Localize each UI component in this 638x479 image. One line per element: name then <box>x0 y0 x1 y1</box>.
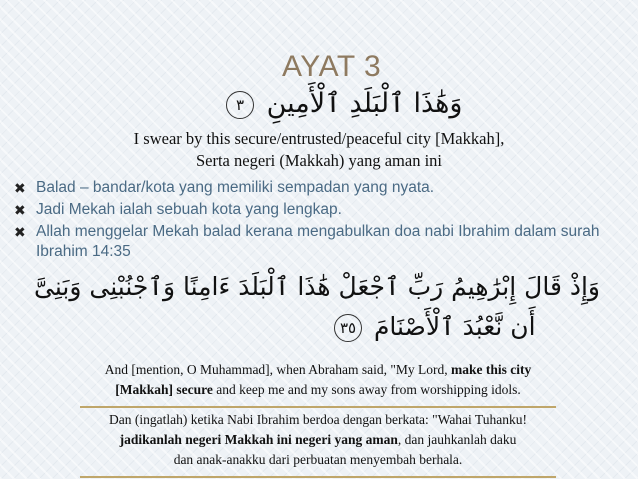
cross-bullet-icon: ✖ <box>14 202 26 218</box>
quote-en-bold1: make this city <box>451 362 532 377</box>
verse-arabic-2-line2 <box>330 312 536 342</box>
verse-number-marker: ٣٥ <box>334 314 362 342</box>
quote-malay <box>80 410 556 478</box>
verse-arabic-1 <box>222 88 462 119</box>
verse-number-marker: ٣ <box>226 91 254 119</box>
list-item-text: Jadi Mekah ialah sebuah kota yang lengkap. <box>36 201 342 218</box>
cross-bullet-icon: ✖ <box>14 224 26 240</box>
quote-ms-bold1: jadikanlah negeri Makkah ini negeri yang aman <box>119 432 398 447</box>
verse-arabic-2-line2-text: أَن نَّعْبُدَ ٱلْأَصْنَامَ <box>373 312 536 341</box>
quote-ms-part2: , dan jauhkanlah daku <box>397 432 517 447</box>
verse-arabic-2-line1: وَإِذْ قَالَ إِبْرَٰهِيمُ رَبِّ ٱجْعَلْ هَٰذَا ٱلْبَلَدَ ءَامِنًا وَٱجْنُبْنِى وَبَنِىَّ <box>34 272 600 301</box>
list-item <box>14 222 614 262</box>
list-item-text: Allah menggelar Mekah balad kerana mengabulkan doa nabi Ibrahim dalam surah Ibrahim 14:35 <box>36 223 600 260</box>
list-item <box>14 200 614 220</box>
bullet-list <box>14 178 614 264</box>
list-item-text: Balad – bandar/kota yang memiliki sempadan yang nyata. <box>36 179 435 196</box>
list-item <box>14 178 614 198</box>
quote-en-bold2: [Makkah] secure <box>115 382 213 397</box>
verse-arabic-1-text: وَهَٰذَا ٱلْبَلَدِ ٱلْأَمِينِ <box>266 88 463 119</box>
quote-en-part1: And [mention, O Muhammad], when Abraham said, "My Lord, <box>104 362 452 377</box>
translation-malay: Serta negeri (Makkah) yang aman ini <box>195 151 443 170</box>
cross-bullet-icon: ✖ <box>14 180 26 196</box>
quote-english <box>80 360 556 408</box>
translation-english: I swear by this secure/entrusted/peaceful city [Makkah], <box>133 129 505 148</box>
slide-title: AYAT 3 <box>282 50 382 83</box>
quote-ms-part3: dan anak-anakku dari perbuatan menyembah berhala. <box>173 452 463 467</box>
quote-ms-part1: Dan (ingatlah) ketika Nabi Ibrahim berdoa dengan berkata: "Wahai Tuhanku! <box>109 412 527 427</box>
quote-en-part2: and keep me and my sons away from worshipping idols. <box>212 382 521 397</box>
